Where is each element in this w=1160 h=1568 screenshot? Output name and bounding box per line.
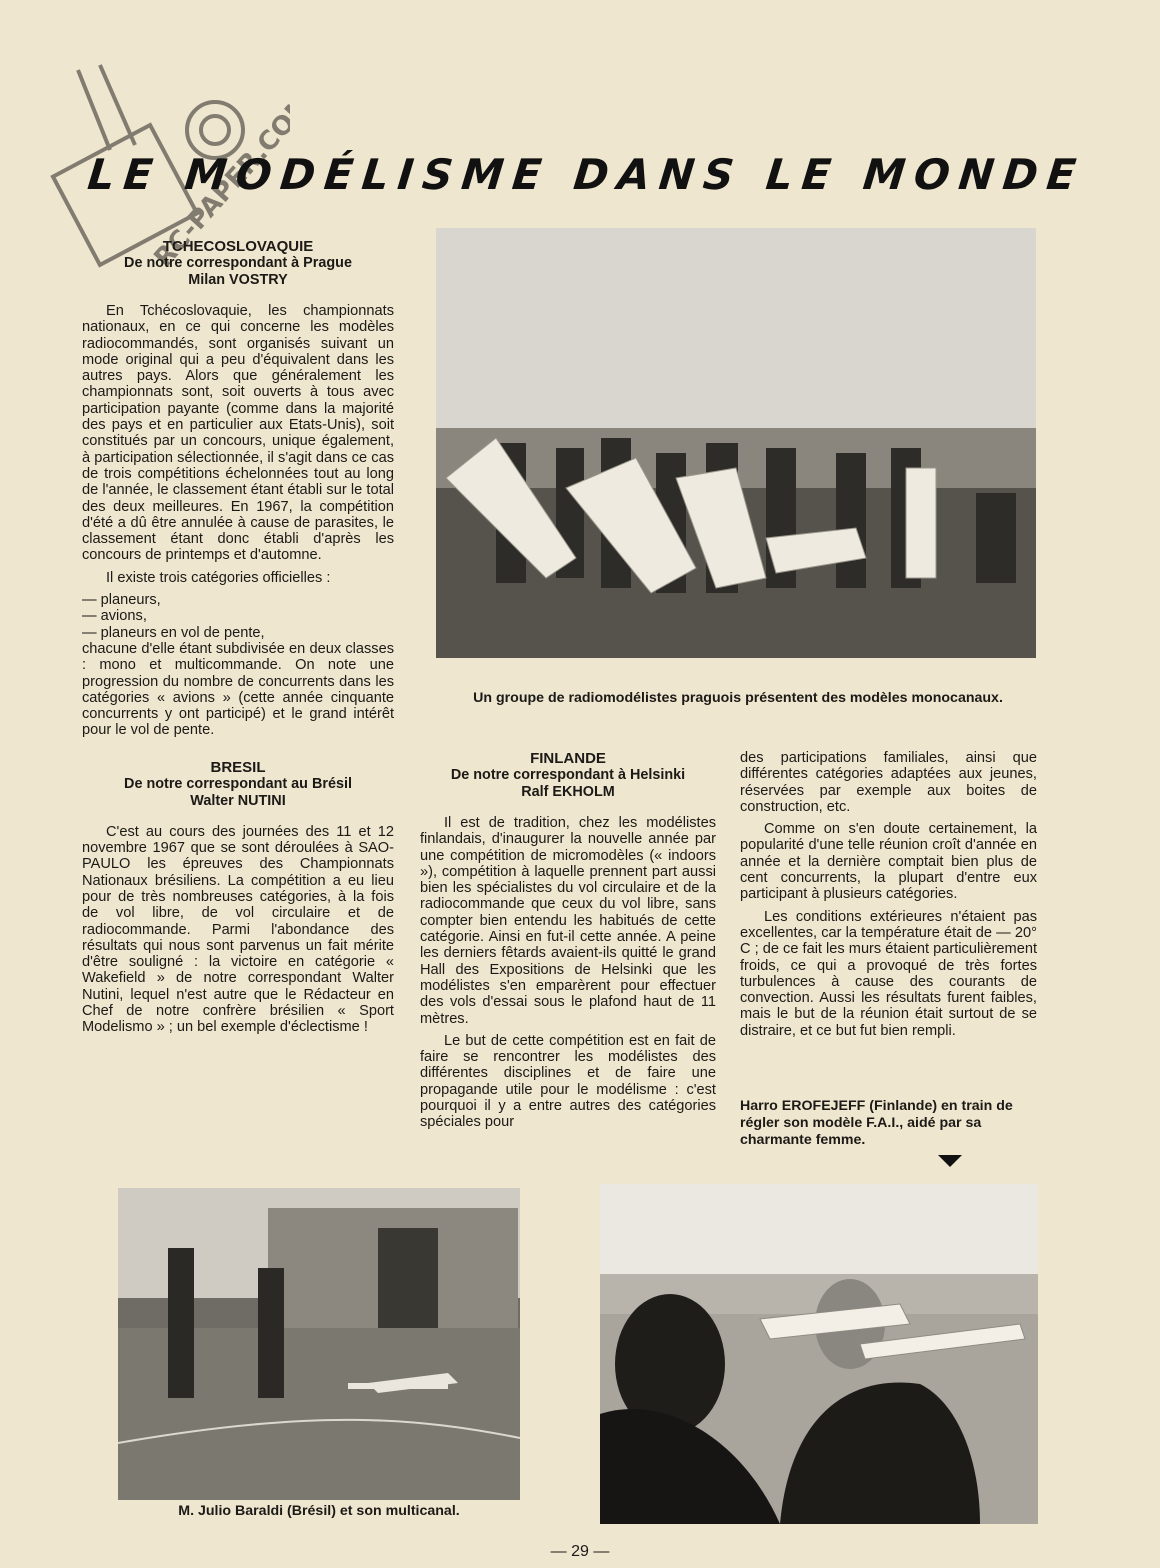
country-title: BRESIL (210, 758, 266, 776)
paragraph: C'est au cours des journées des 11 et 12 novembre 1967 que se sont déroulées à SAO-PAULO les épreuves des Championnats Nationaux brésiliens. La compétition a eu lieu pour de très nombreuses catégories, à la fois de vol libre, de vol circulaire et de radiocommande. Parmi l'abondance des résultats qui nous sont parvenus un fait mérite d'être souligné : la victoire en catégorie « Wakefield » de notre correspondant Walter Nutini, lequel n'est autre que le Rédacteur en Chef de notre confrère brésilien « Sport Modelismo » ; un bel exemple d'éclectisme ! (82, 823, 394, 1036)
baraldi-photo (118, 1188, 520, 1500)
arrow-down-icon (938, 1155, 962, 1167)
correspondent-line: De notre correspondant à Helsinki (450, 767, 686, 783)
country-title: FINLANDE (530, 750, 606, 767)
erofejeff-caption: Harro EROFEJEFF (Finlande) en train de régler son modèle F.A.I., aidé par sa charmante femme. (740, 1098, 1013, 1148)
tchecoslovaquie-heading (82, 238, 394, 289)
baraldi-caption: M. Julio Baraldi (Brésil) et son multicanal. (178, 1503, 460, 1519)
paragraph: Il est de tradition, chez les modélistes finlandais, d'inaugurer la nouvelle année par une compétition de micromodèles (« indoors »), compétition à laquelle prennent part aussi bien les spécialistes du vol circulaire et de la radiocommande que ceux du vol libre, sans compter bien entendu les habitués de cette catégorie. Ainsi en fut-il cette année. A peine les derniers fêtards avaient-ils quitté le grand Hall des Expositions de Helsinki que les modélistes s'en emparèrent pour effectuer des vols d'essai sous le plafond haut de 11 mètres. (420, 815, 716, 1027)
correspondent-name: Ralf EKHOLM (521, 784, 615, 800)
middle-column (420, 750, 716, 1137)
correspondent-line: De notre correspondant au Brésil (124, 775, 352, 792)
correspondent-name: Walter NUTINI (190, 792, 286, 809)
paragraph: Le but de cette compétition est en fait de faire se rencontrer les modélistes des différentes disciplines et de faire une propagande utile pour le modélisme : c'est pourquoi il y a entre autres des catégories spéciales pour (420, 1032, 716, 1131)
finlande-heading (420, 750, 716, 801)
paragraph: des participations familiales, ainsi que différentes catégories adaptées aux jeunes, réservées par exemple aux boites de construction, etc. (740, 750, 1037, 815)
left-column (82, 238, 394, 1042)
list-item: — planeurs, (82, 592, 161, 609)
page-title: LE MODÉLISME DANS LE MONDE (85, 150, 1088, 199)
paragraph: chacune d'elle étant subdivisée en deux classes : mono et multicommande. On note une progression du nombre de concurrents dans les catégories « avions » (cette année cinquante concurrents y ont participé) et le grand intérêt pour le vol de pente. (82, 640, 394, 739)
list-item: — planeurs en vol de pente, (82, 624, 265, 641)
correspondent-name: Milan VOSTRY (188, 272, 288, 288)
erofejeff-photo (600, 1184, 1038, 1524)
correspondent-line: De notre correspondant à Prague (124, 255, 352, 271)
group-photo (436, 228, 1036, 658)
group-photo-caption: Un groupe de radiomodélistes praguois présentent des modèles monocanaux. (473, 690, 1003, 706)
paragraph: Comme on s'en doute certainement, la popularité d'une telle réunion croît d'année en année et la dernière comptait bien plus de cent concurrents, la plupart d'entre eux participant à plusieurs catégories. (740, 821, 1037, 903)
country-title: TCHECOSLOVAQUIE (162, 238, 314, 255)
paragraph: Les conditions extérieures n'étaient pas excellentes, car la température était de — 20° C ; de ce fait les murs étaient particulièrement froids, ce qui a provoqué de très fortes turbulences à cause des courants de convection. Aussi les résultats furent faibles, mais le but de la réunion était surtout de se distraire, et ce but fut bien rempli. (740, 908, 1037, 1039)
bresil-heading (82, 759, 394, 810)
svg-text:RC-PAPER.COM: RC-PAPER.COM (148, 88, 290, 274)
page-number: — 29 — (550, 1543, 610, 1560)
list-item: — avions, (82, 608, 147, 625)
right-column (740, 750, 1037, 1045)
paragraph: Il existe trois catégories officielles : (106, 569, 331, 586)
paragraph: En Tchécoslovaquie, les championnats nationaux, en ce qui concerne les modèles radiocommandés, sont organisés suivant un mode original qui a peu d'équivalent dans les autres pays. Alors que généralement les championnats sont, soit ouverts à tous avec participation payante (comme dans la majorité des pays et en particulier aux Etats-Unis), soit constitués par un concours, unique également, à participation sélectionnée, il s'agit dans ce cas de trois compétitions échelonnées tout au long de l'année, le classement étant établi sur le total des deux meilleures. En 1967, la compétition d'été a dû être annulée à cause de parasites, le classement étant donc établi d'après les concours de printemps et d'automne. (82, 303, 394, 564)
category-list (82, 592, 394, 641)
